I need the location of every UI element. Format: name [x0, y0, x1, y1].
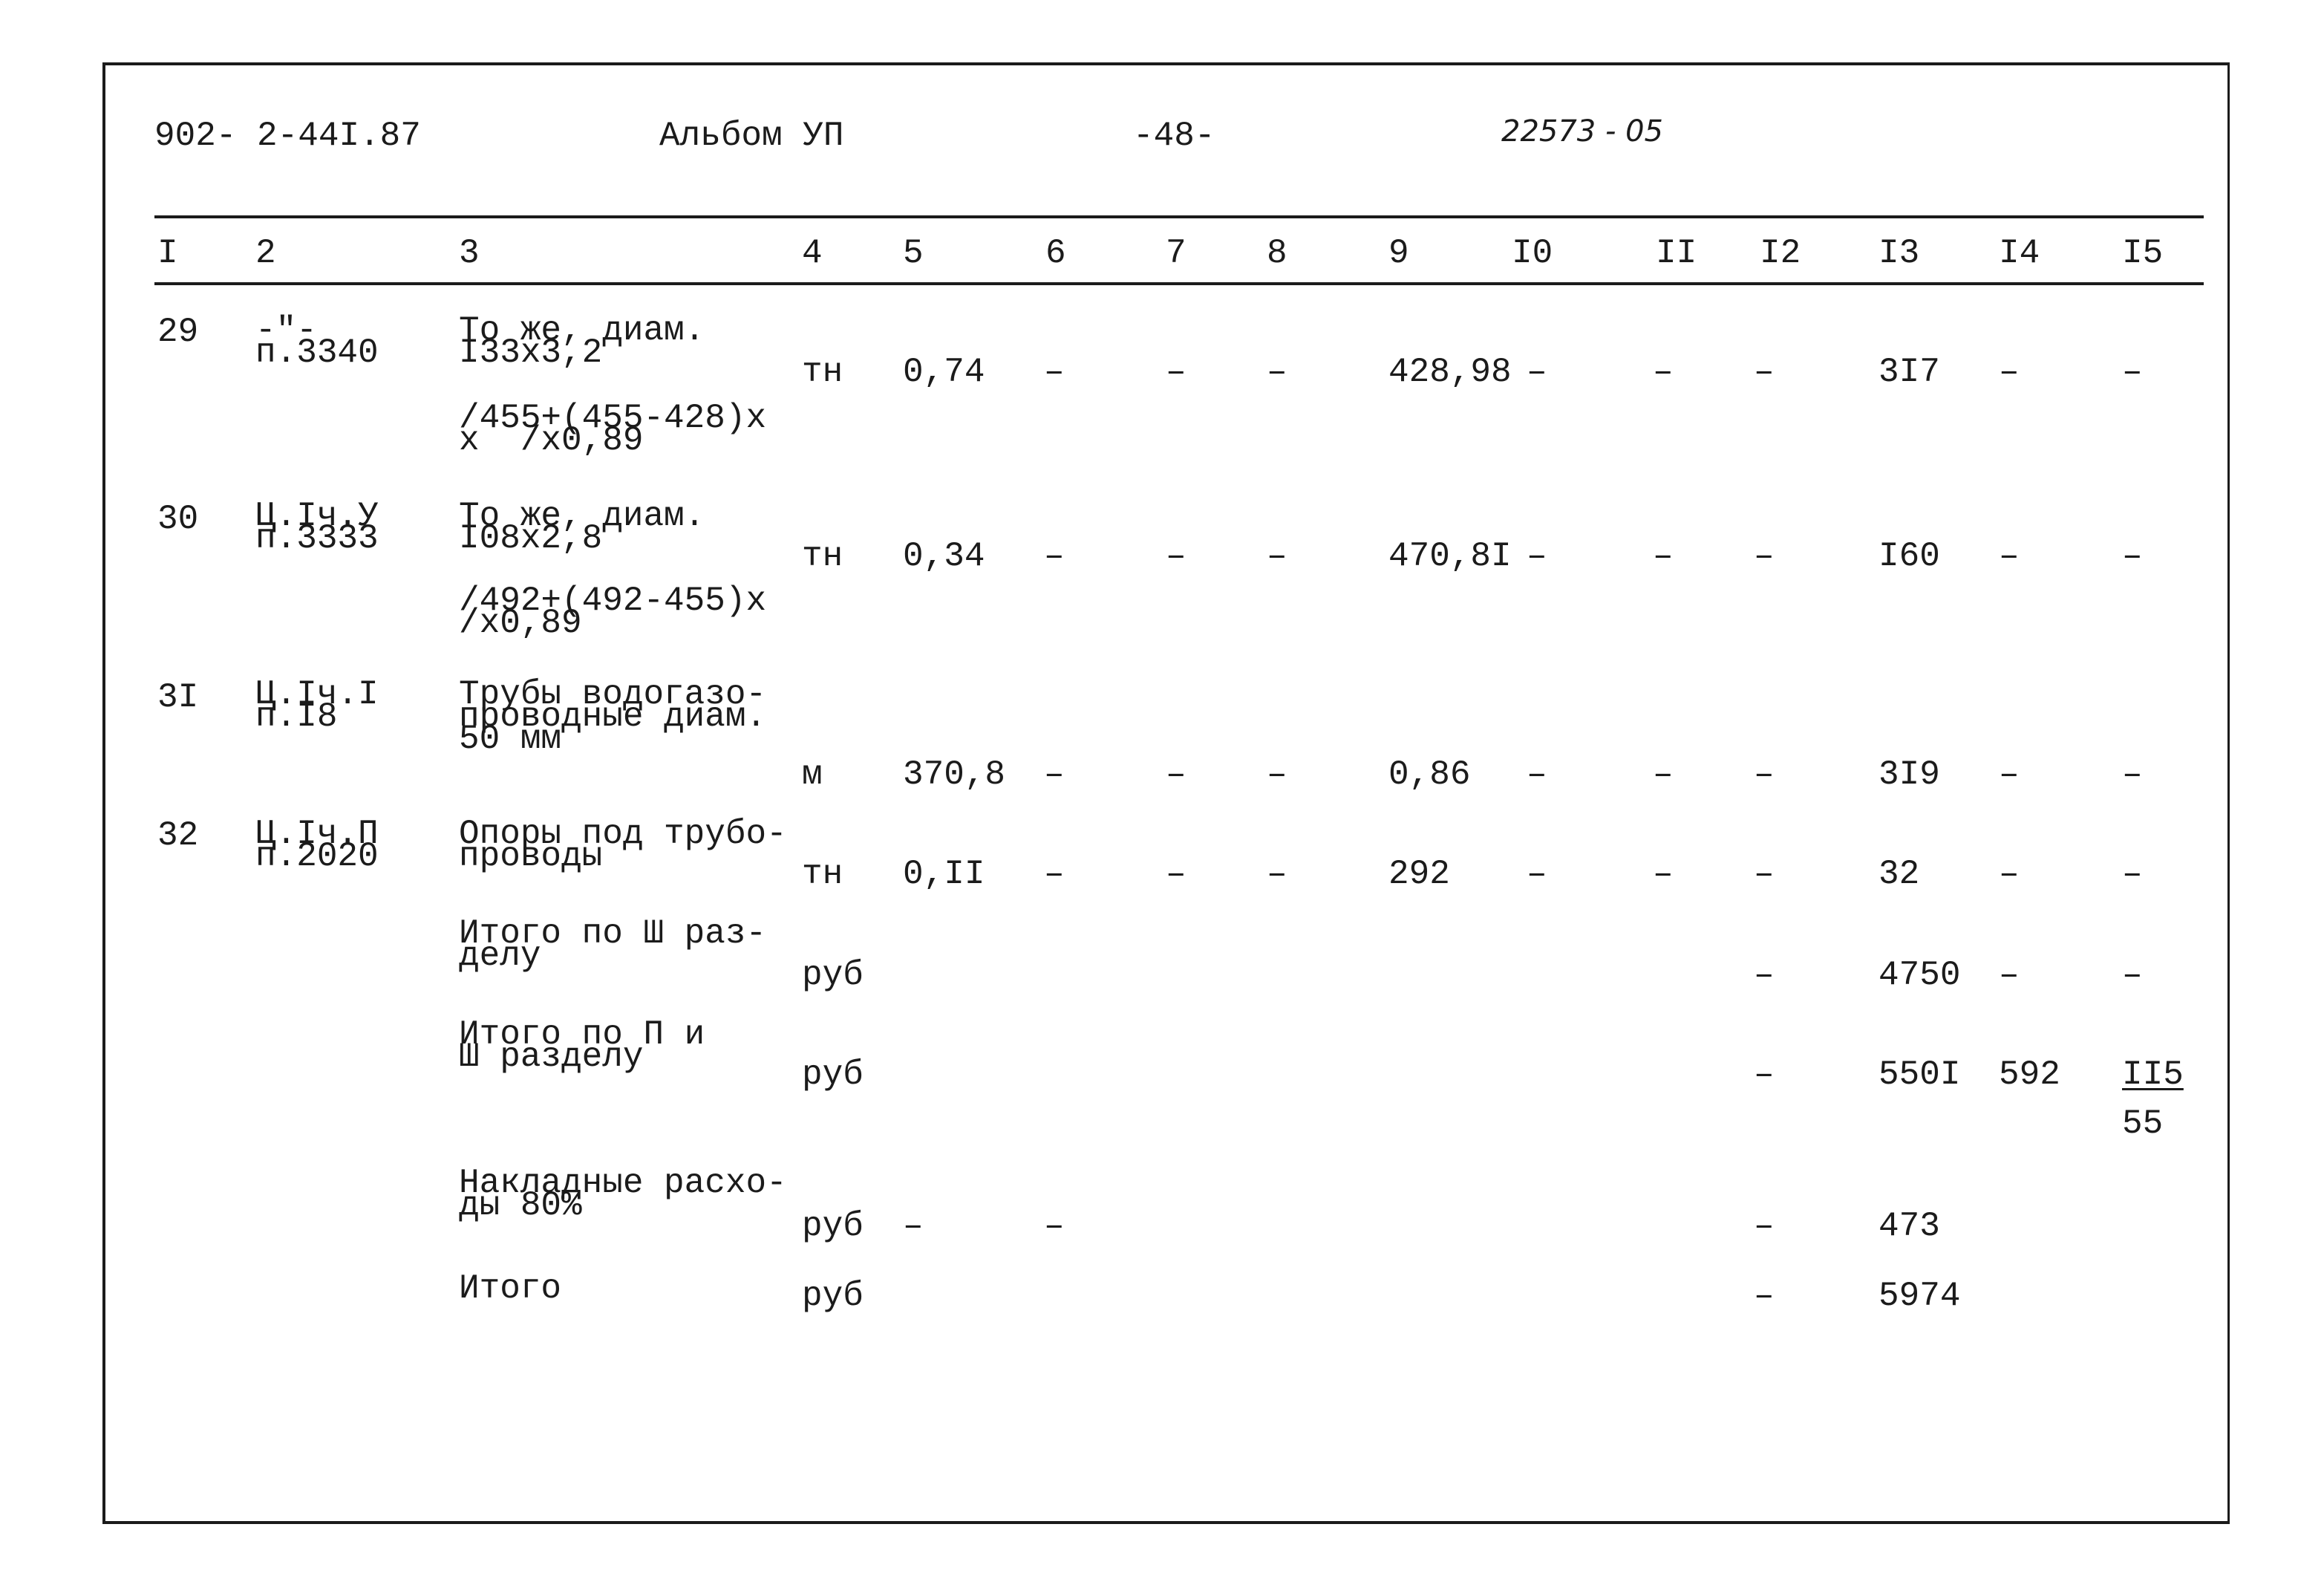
col-header-7: 7	[1166, 234, 1187, 273]
grand-total-label: Итого	[459, 1269, 562, 1308]
row-30-col12: –	[1754, 537, 1775, 576]
row-30-number: 30	[157, 500, 199, 538]
row-29-number: 29	[157, 313, 199, 351]
row-32-col5: 0,II	[903, 855, 985, 893]
col-header-14: I4	[1999, 234, 2040, 273]
row-31-col11: –	[1653, 755, 1674, 794]
grand-total-col12: –	[1754, 1277, 1775, 1315]
total-section3-col15: –	[2122, 956, 2143, 994]
row-29-col10: –	[1527, 353, 1547, 391]
album-title: Альбом УП	[659, 117, 844, 155]
total-section3-label: Итого по Ш раз- делу	[459, 914, 767, 975]
page-number: -48-	[1133, 117, 1215, 155]
row-29-col8: –	[1267, 353, 1287, 391]
overhead-label: Накладные расхо- ды 80%	[459, 1164, 787, 1225]
row-32-name: Опоры под трубо- проводы	[459, 815, 787, 876]
total-section2-3-col15-denominator: 55	[2122, 1104, 2164, 1143]
row-30-col15: –	[2122, 537, 2143, 576]
row-30-col9: 470,8I	[1388, 537, 1512, 576]
row-29-col9: 428,98	[1388, 353, 1512, 391]
row-30-col7: –	[1166, 537, 1187, 576]
overhead-col6: –	[1044, 1207, 1065, 1246]
row-32-reference: Ц.Iч.П п.2020	[255, 815, 379, 876]
row-30-reference: Ц.Iч.У п.3333	[255, 497, 379, 558]
row-32-col6: –	[1044, 855, 1065, 893]
row-31-col9: 0,86	[1388, 755, 1471, 794]
grand-total-col13: 5974	[1879, 1277, 1961, 1315]
inventory-number: 22573 - 05	[1501, 114, 1664, 149]
row-32-col7: –	[1166, 855, 1187, 893]
row-29-name: То же, диам. I33x3,2	[459, 311, 705, 372]
row-29-col13: 3I7	[1879, 353, 1940, 391]
row-31-col12: –	[1754, 755, 1775, 794]
col-header-9: 9	[1388, 234, 1409, 273]
row-29-formula: /455+(455-428)x x /x0,89	[459, 399, 767, 460]
row-32-number: 32	[157, 816, 199, 855]
header-rule-bottom	[154, 282, 2204, 285]
row-32-col13: 32	[1879, 855, 1920, 893]
row-30-col14: –	[1999, 537, 2020, 576]
row-32-col12: –	[1754, 855, 1775, 893]
row-30-col5: 0,34	[903, 537, 985, 576]
row-31-col7: –	[1166, 755, 1187, 794]
row-30-unit: тн	[802, 537, 843, 576]
overhead-unit: руб	[802, 1207, 864, 1246]
total-section2-3-col13: 550I	[1879, 1055, 1961, 1094]
row-31-col10: –	[1527, 755, 1547, 794]
row-29-col12: –	[1754, 353, 1775, 391]
row-32-col11: –	[1653, 855, 1674, 893]
row-29-col14: –	[1999, 353, 2020, 391]
grand-total-unit: руб	[802, 1277, 864, 1315]
row-29-col6: –	[1044, 353, 1065, 391]
row-32-col9: 292	[1388, 855, 1450, 893]
total-section3-col13: 4750	[1879, 956, 1961, 994]
col-header-5: 5	[903, 234, 924, 273]
total-section2-3-col14: 592	[1999, 1055, 2060, 1094]
row-32-unit: тн	[802, 855, 843, 893]
row-29-col11: –	[1653, 353, 1674, 391]
row-29-col15: –	[2122, 353, 2143, 391]
total-section3-col14: –	[1999, 956, 2020, 994]
row-30-col6: –	[1044, 537, 1065, 576]
row-31-name: Трубы водогазо- проводные диам. 50 мм	[459, 675, 767, 758]
row-31-reference: Ц.Iч.I п.I8	[255, 675, 379, 736]
row-31-col15: –	[2122, 755, 2143, 794]
col-header-13: I3	[1879, 234, 1920, 273]
total-section2-3-col15-numerator: II5	[2122, 1055, 2184, 1094]
col-header-3: 3	[459, 234, 480, 273]
row-29-reference: -"- п.3340	[255, 311, 379, 372]
col-header-10: I0	[1512, 234, 1553, 273]
row-32-col10: –	[1527, 855, 1547, 893]
row-30-col13: I60	[1879, 537, 1940, 576]
col-header-1: I	[157, 234, 178, 273]
total-section2-3-label: Итого по П и Ш разделу	[459, 1015, 705, 1076]
col-header-15: I5	[2122, 234, 2164, 273]
overhead-col13: 473	[1879, 1207, 1940, 1246]
col-header-2: 2	[255, 234, 276, 273]
col-header-11: II	[1656, 234, 1697, 273]
row-31-number: 3I	[157, 678, 199, 717]
row-31-col13: 3I9	[1879, 755, 1940, 794]
row-30-formula: /492+(492-455)x /x0,89	[459, 582, 767, 642]
row-31-col6: –	[1044, 755, 1065, 794]
row-30-col10: –	[1527, 537, 1547, 576]
total-section2-3-col12: –	[1754, 1055, 1775, 1094]
row-30-col11: –	[1653, 537, 1674, 576]
overhead-col5: –	[903, 1207, 924, 1246]
row-29-unit: тн	[802, 353, 843, 391]
row-32-col14: –	[1999, 855, 2020, 893]
row-30-name: То же, диам. I08x2,8	[459, 497, 705, 558]
total-section2-3-unit: руб	[802, 1055, 864, 1094]
row-32-col15: –	[2122, 855, 2143, 893]
row-29-col5: 0,74	[903, 353, 985, 391]
row-29-col7: –	[1166, 353, 1187, 391]
doc-number: 902- 2-44I.87	[154, 117, 421, 155]
col-header-8: 8	[1267, 234, 1287, 273]
row-32-col8: –	[1267, 855, 1287, 893]
total-section3-unit: руб	[802, 956, 864, 994]
row-31-col5: 370,8	[903, 755, 1006, 794]
col-header-12: I2	[1760, 234, 1801, 273]
header-rule-top	[154, 215, 2204, 218]
row-31-col14: –	[1999, 755, 2020, 794]
col-header-6: 6	[1045, 234, 1066, 273]
row-31-col8: –	[1267, 755, 1287, 794]
col-header-4: 4	[802, 234, 823, 273]
overhead-col12: –	[1754, 1207, 1775, 1246]
row-31-unit: м	[802, 755, 823, 794]
row-30-col8: –	[1267, 537, 1287, 576]
total-section3-col12: –	[1754, 956, 1775, 994]
